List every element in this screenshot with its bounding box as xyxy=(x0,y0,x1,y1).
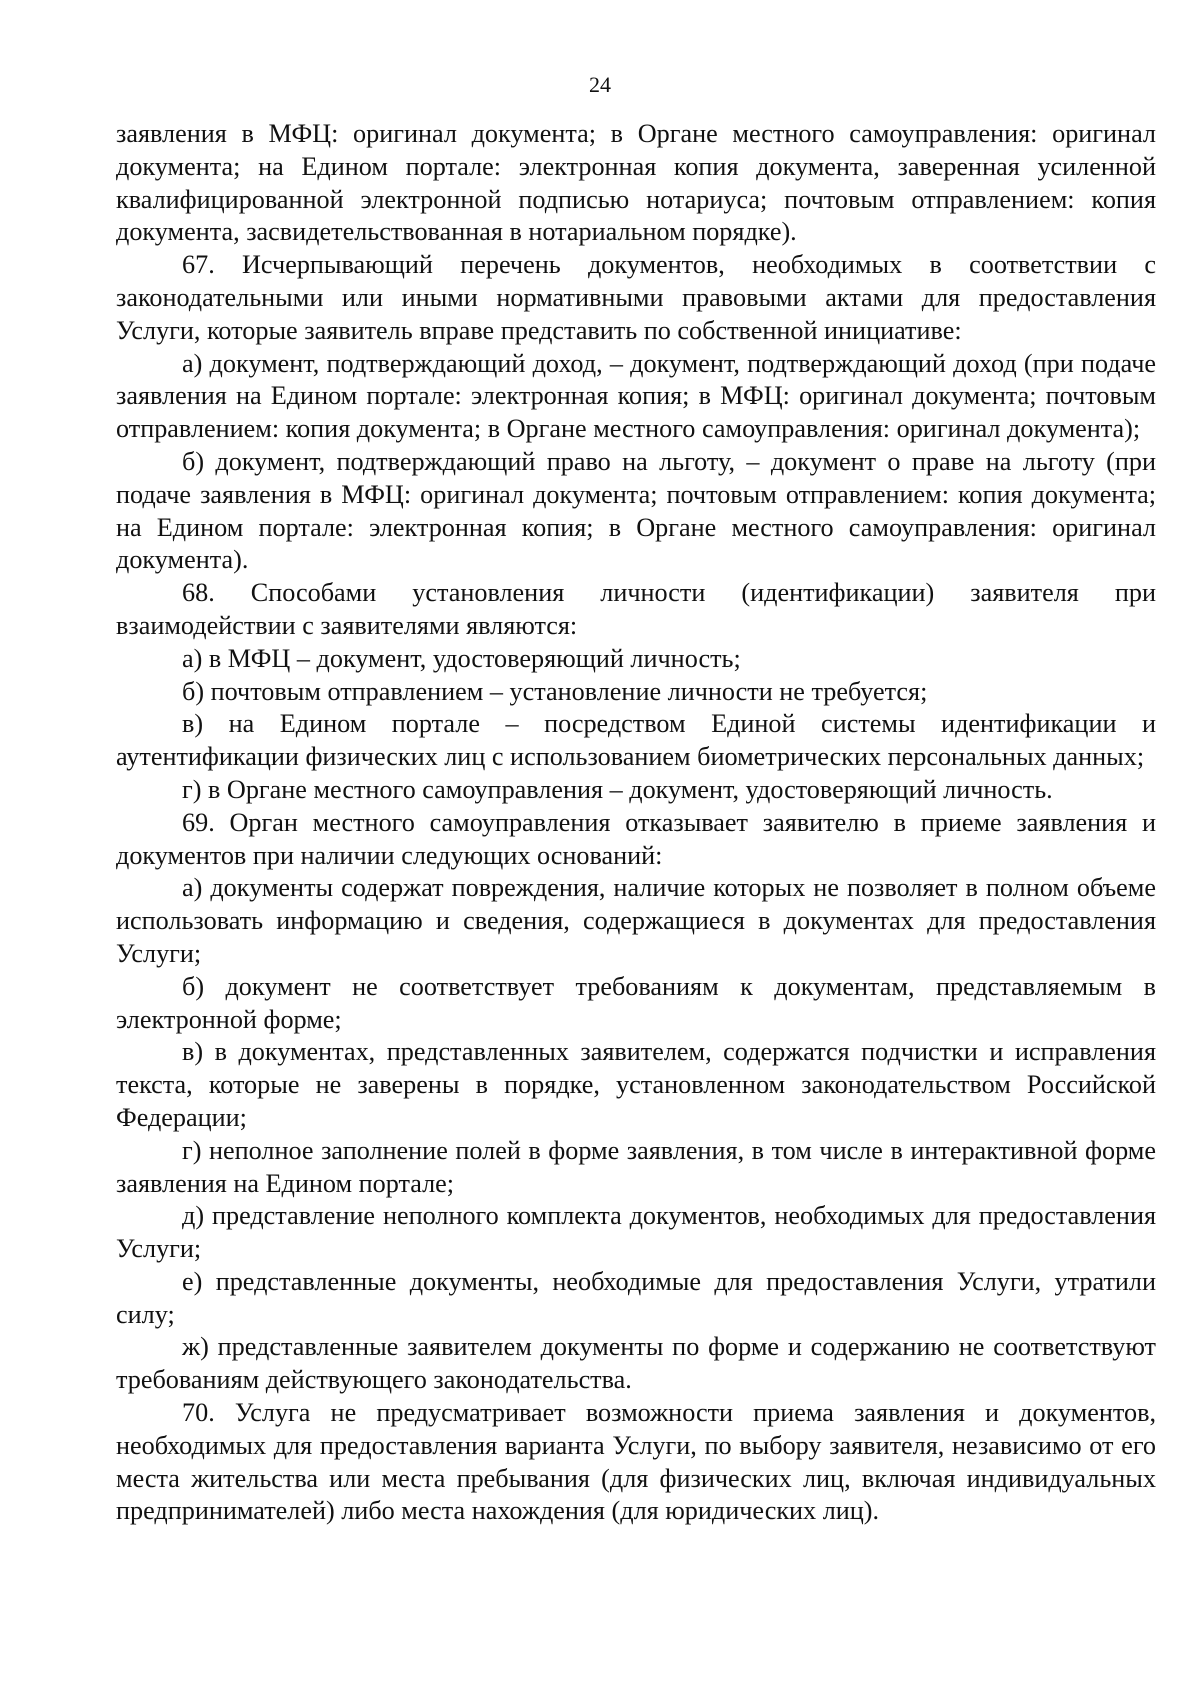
paragraph-68-g: г) в Органе местного самоуправления – документ, удостоверяющий личность. xyxy=(182,774,1053,804)
paragraph-68-b: б) почтовым отправлением – установление личности не требуется; xyxy=(182,676,928,706)
paragraph-67-b: б) документ, подтверждающий право на льготу, – документ о праве на льготу (при подаче заявления в МФЦ: оригинал документа; почтовым отправлением: копия документа; на Едином портале: электронная копия; в Органе местного самоуправления: оригинал документа). xyxy=(116,446,1156,575)
paragraph-69-a: а) документы содержат повреждения, наличие которых не позволяет в полном объеме использовать информацию и сведения, содержащиеся в документах для предоставления Услуги; xyxy=(116,873,1156,968)
page-number: 24 xyxy=(589,72,611,97)
paragraph-70: 70. Услуга не предусматривает возможности приема заявления и документов, необходимых для предоставления варианта Услуги, по выбору заявителя, независимо от его места жительства или места пребывания (для физических лиц, включая индивидуальных предпринимателей) либо места нахождения (для юридических лиц). xyxy=(116,1398,1156,1526)
document-body xyxy=(116,118,1156,1528)
paragraph-69-d: д) представление неполного комплекта документов, необходимых для предоставления Услуги; xyxy=(116,1201,1156,1264)
paragraph-69-b: б) документ не соответствует требованиям к документам, представляемым в электронной форме; xyxy=(116,971,1156,1034)
paragraph-68-a: а) в МФЦ – документ, удостоверяющий личность; xyxy=(182,643,741,673)
paragraph-69-e: е) представленные документы, необходимые для предоставления Услуги, утратили силу; xyxy=(116,1266,1156,1329)
paragraph: заявления в МФЦ: оригинал документа; в Органе местного самоуправления: оригинал документа; на Едином портале: электронная копия документа, заверенная усиленной квалифицированной электронной подписью нотариуса; почтовым отправлением: копия документа, засвидетельствованная в нотариальном порядке). xyxy=(116,119,1156,247)
paragraph-69-v: в) в документах, представленных заявителем, содержатся подчистки и исправления текста, которые не заверены в порядке, установленном законодательством Российской Федерации; xyxy=(116,1037,1156,1132)
paragraph-69: 69. Орган местного самоуправления отказывает заявителю в приеме заявления и документов при наличии следующих оснований: xyxy=(116,807,1156,870)
paragraph-68: 68. Способами установления личности (идентификации) заявителя при взаимодействии с заявителями являются: xyxy=(116,578,1156,640)
paragraph-67: 67. Исчерпывающий перечень документов, необходимых в соответствии с законодательными или иными нормативными правовыми актами для предоставления Услуги, которые заявитель вправе представить по собственной инициативе: xyxy=(116,250,1156,345)
paragraph-67-a: а) документ, подтверждающий доход, – документ, подтверждающий доход (при подаче заявления на Едином портале: электронная копия; в МФЦ: оригинал документа; почтовым отправлением: копия документа; в Органе местного самоуправления: оригинал документа); xyxy=(116,348,1156,444)
paragraph-68-v: в) на Едином портале – посредством Единой системы идентификации и аутентификации физических лиц с использованием биометрических персональных данных; xyxy=(116,709,1156,772)
paragraph-69-g: г) неполное заполнение полей в форме заявления, в том числе в интерактивной форме заявления на Едином портале; xyxy=(116,1135,1156,1198)
paragraph-69-zh: ж) представленные заявителем документы по форме и содержанию не соответствуют требованиям действующего законодательства. xyxy=(116,1332,1156,1395)
